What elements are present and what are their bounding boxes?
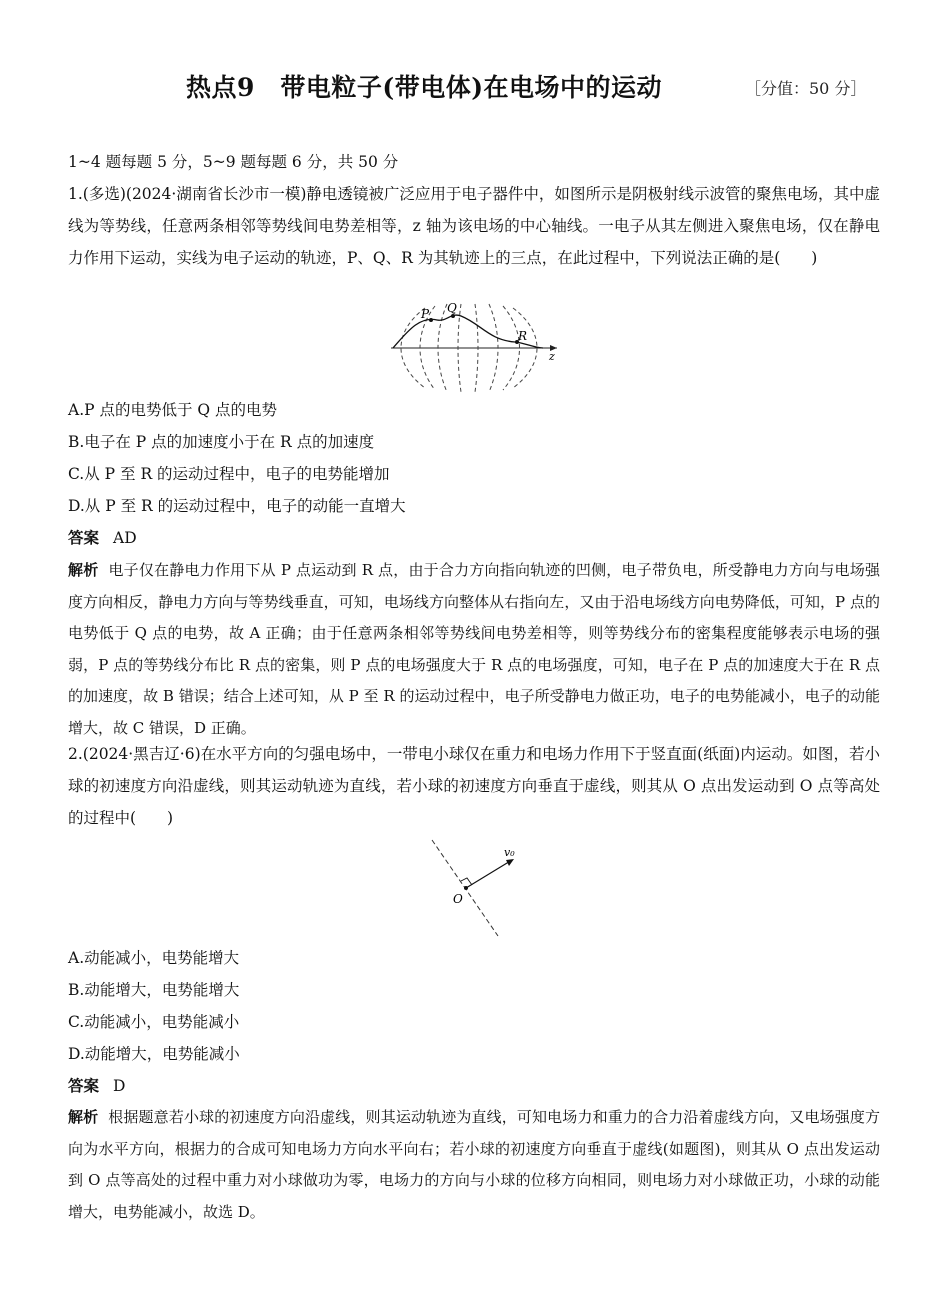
q1-explanation-text: 电子仅在静电力作用下从 P 点运动到 R 点，由于合力方向指向轨迹的凹侧，电子带负电，所受静电力方向与电场强度方向相反，静电力方向与等势线垂直，可知，电场线方向整体从右指向左，又由于沿电场线方向电势降低，可知，P 点的电势低于 Q 点的电势，故 A 正确；由于任意两条相邻等势线间电势差相等，则等势线分布的密集程度能够表示电场的强弱，P 点的等势线分布比 R 点的密集，则 P 点的电场强度大于 R 点的电场强度，可知，电子在 P 点的加速度大于在 R 点的加速度，故 B 错误；结合上述可知，从 P 至 R 的运动过程中，电子所受静电力做正功，电子的电势能减小，电子的动能增大，故 C 错误，D 正确。 (68, 561, 880, 737)
label-r: R (518, 329, 528, 343)
q1-option-b: B.电子在 P 点的加速度小于在 R 点的加速度 (68, 433, 375, 451)
label-v0: v₀ (504, 846, 515, 859)
q1-option-d: D.从 P 至 R 的运动过程中，电子的动能一直增大 (68, 497, 406, 515)
question-1-stem: 1.(多选)(2024·湖南省长沙市一模)静电透镜被广泛应用于电子器件中，如图所示是阴极射线示波管的聚焦电场，其中虚线为等势线，任意两条相邻等势线间电势差相等，z 轴为该电场的中心轴线。一电子从其左侧进入聚焦电场，仅在静电力作用下运动，实线为电子运动的轨迹，P、Q、R 为其轨迹上的三点，在此过程中，下列说法正确的是( ) (68, 185, 880, 267)
q2-explanation-text: 根据题意若小球的初速度方向沿虚线，则其运动轨迹为直线，可知电场力和重力的合力沿着虚线方向，又电场强度方向为水平方向，根据力的合成可知电场力方向水平向右；若小球的初速度方向垂直于虚线(如题图)，则其从 O 点出发运动到 O 点等高处的过程中重力对小球做功为零，电场力的方向与小球的位移方向相同，则电场力对小球做正功，小球的动能增大，电势能减小，故选 D。 (68, 1108, 880, 1221)
label-q: Q (447, 302, 457, 315)
q1-answer-row (68, 526, 137, 550)
score-intro: 1~4 题每题 5 分，5~9 题每题 6 分，共 50 分 (68, 153, 399, 171)
q1-option-a: A.P 点的电势低于 Q 点的电势 (68, 401, 278, 419)
velocity-vector (466, 860, 512, 888)
q2-option-a: A.动能减小，电势能增大 (68, 949, 240, 967)
q1-explanation-label: 解析 (68, 561, 99, 579)
q2-option-b: B.动能增大，电势能增大 (68, 981, 240, 999)
q2-answer-label: 答案 (68, 1076, 100, 1095)
header (0, 68, 950, 108)
label-o: O (453, 892, 463, 906)
q2-explanation (68, 1102, 880, 1228)
question-2-stem: 2.(2024·黑吉辽·6)在水平方向的匀强电场中，一带电小球仅在重力和电场力作用下于竖直面(纸面)内运动。如图，若小球的初速度方向沿虚线，则其运动轨迹为直线，若小球的初速度方向垂直于虚线，则其从 O 点出发运动到 O 点等高处的过程中( ) (68, 745, 880, 827)
inclined-field-figure (420, 836, 530, 940)
q1-option-c: C.从 P 至 R 的运动过程中，电子的电势能增加 (68, 465, 390, 483)
q2-explanation-label: 解析 (68, 1108, 99, 1126)
q2-answer-row (68, 1074, 125, 1098)
label-z: z (549, 350, 555, 363)
q2-option-d: D.动能增大，电势能减小 (68, 1045, 240, 1063)
point-p (429, 318, 433, 322)
q2-answer: D (113, 1077, 126, 1095)
q2-option-c: C.动能减小，电势能减小 (68, 1013, 240, 1031)
q1-answer: AD (113, 529, 137, 547)
focusing-field-figure (385, 302, 565, 394)
q1-answer-label: 答案 (68, 528, 100, 547)
page-title: 热点9 带电粒子(带电体)在电场中的运动 (186, 73, 663, 102)
label-p: P (421, 307, 430, 321)
point-o (464, 886, 468, 890)
q1-explanation (68, 555, 880, 744)
score-note: ［分值：50 分］ (745, 79, 867, 98)
right-angle-mark (461, 878, 472, 885)
